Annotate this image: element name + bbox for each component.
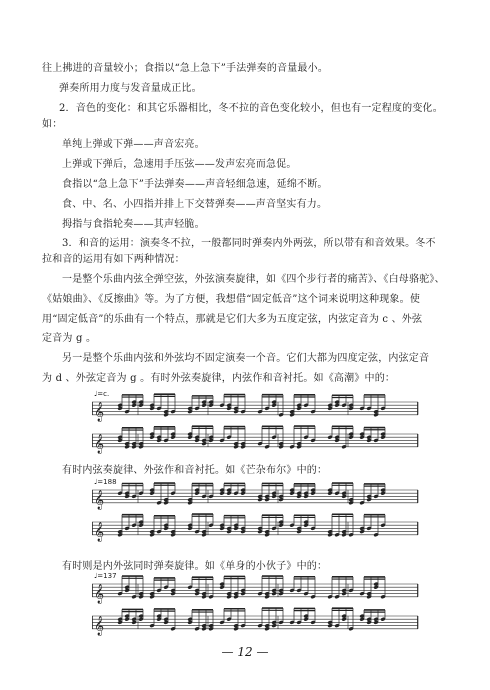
text-line: 有时则是内外弦同时弹奏旋律。如《单身的小伙子》中的： — [62, 561, 328, 572]
svg-text:𝄞: 𝄞 — [94, 583, 105, 604]
tempo-mark: ♩=137 — [94, 572, 117, 580]
text-line: 2．音色的变化：和其它乐器相比，冬不拉的音色变化较小，但也有一定程度的变化。 — [59, 103, 443, 114]
staff-notation — [92, 392, 422, 462]
text-line: 上弹或下弹后，急速用手压弦——发声宏亮而急促。 — [62, 159, 297, 170]
tempo-mark: ♩=c. — [94, 390, 110, 398]
text-line: 《姑娘曲》、《反擦曲》等。为了方便，我想借“固定低音”这个词来说明这种现象。使 — [42, 294, 421, 305]
text-line: 食、中、名、小四指并排上下交替弹奏——声音坚实有力。 — [62, 199, 328, 210]
text-line: 如： — [42, 119, 63, 130]
music-example-3 — [92, 574, 422, 644]
text-line: 往上拂进的音量较小；食指以“急上急下”手法弹奏的音量最小。 — [42, 63, 329, 74]
text-line: 3．和音的运用：演奏冬不拉，一般都同时弹奏内外两弦，所以带有和音效果。冬不 — [62, 238, 436, 249]
text-line: 一是整个乐曲内弦全弹空弦，外弦演奏旋律，如《四个步行者的痛苦》、《白母骆驼》、 — [62, 274, 445, 285]
staff-notation — [92, 480, 422, 550]
text-line: 拉和音的运用有如下两种情况： — [42, 254, 185, 265]
page-number: — 12 — — [221, 645, 269, 659]
svg-text:𝄞: 𝄞 — [94, 489, 105, 510]
svg-text:𝄞: 𝄞 — [94, 401, 105, 422]
text-line: 食指以“急上急下”手法弹奏——声音轻细急速，延绵不断。 — [62, 179, 328, 190]
tempo-mark: ♩=188 — [94, 478, 117, 486]
text-line: 单纯上弹或下弹——声音宏亮。 — [62, 139, 205, 150]
text-line: 有时内弦奏旋律、外弦作和音衬托。如《芒杂布尔》中的： — [62, 465, 328, 476]
text-line: 用“固定低音”的乐曲有一个特点，那就是它们大多为五度定弦，内弦定音为 c 、外弦 — [42, 314, 423, 325]
text-line: 弹奏所用力度与发音量成正比。 — [59, 83, 202, 94]
svg-text:𝄞: 𝄞 — [94, 615, 105, 636]
text-line: 另一是整个乐曲内弦和外弦均不固定演奏一个音。它们大都为四度定弦，内弦定音 — [62, 353, 430, 364]
svg-text:𝄞: 𝄞 — [94, 521, 105, 542]
staff-notation — [92, 574, 422, 644]
text-line: 为 d 、外弦定音为 g 。有时外弦奏旋律，内弦作和音衬托。如《高潮》中的： — [42, 373, 396, 384]
svg-text:𝄞: 𝄞 — [94, 433, 105, 454]
text-line: 定音为 g 。 — [42, 333, 97, 344]
text-line: 拇指与食指轮奏——其声轻脆。 — [62, 219, 205, 230]
music-example-1 — [92, 392, 422, 462]
music-example-2 — [92, 480, 422, 550]
